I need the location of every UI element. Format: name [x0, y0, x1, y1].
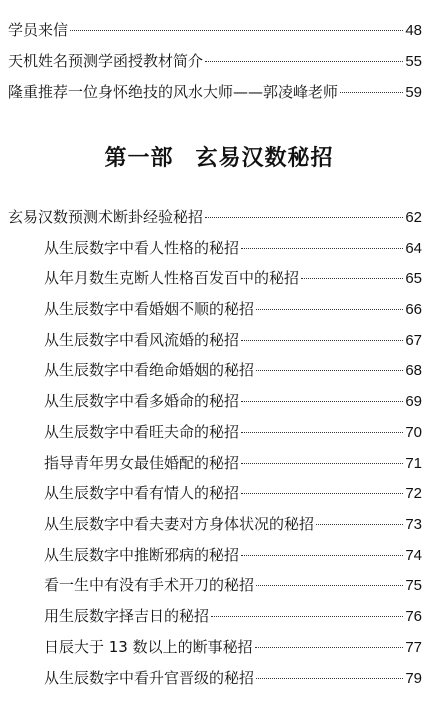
toc-entry-page: 76	[405, 608, 422, 625]
toc-entry-title: 玄易汉数预测术断卦经验秘招	[8, 208, 204, 226]
toc-entry-page: 69	[405, 393, 422, 410]
dot-leader	[241, 401, 403, 402]
section-part-label: 第一部	[104, 145, 174, 171]
toc-entry	[44, 635, 422, 659]
toc-entry	[44, 512, 422, 536]
toc-entry-title: 日辰大于 13 数以上的断事秘招	[44, 638, 253, 656]
toc-entry-title: 隆重推荐一位身怀绝技的风水大师——郭凌峰老师	[8, 83, 339, 101]
toc-entry-page: 71	[405, 455, 422, 472]
toc-entry-title: 从生辰数字中推断邪病的秘招	[44, 546, 240, 564]
toc-entry-page: 62	[405, 209, 422, 226]
toc-entry-title: 从生辰数字中看夫妻对方身体状况的秘招	[44, 515, 315, 533]
dot-leader	[241, 555, 403, 556]
dot-leader	[205, 217, 403, 218]
toc-entry-page: 67	[405, 332, 422, 349]
toc-entry-page: 75	[405, 577, 422, 594]
toc-entry-title: 从生辰数字中看有情人的秘招	[44, 484, 240, 502]
dot-leader	[241, 493, 403, 494]
dot-leader	[301, 278, 403, 279]
toc-entry-title: 从生辰数字中看人性格的秘招	[44, 239, 240, 257]
toc-entry-title: 天机姓名预测学函授教材简介	[8, 52, 204, 70]
toc-entry-title: 从生辰数字中看绝命婚姻的秘招	[44, 361, 255, 379]
toc-entry-page: 59	[405, 84, 422, 101]
dot-leader	[340, 92, 403, 93]
dot-leader	[316, 524, 403, 525]
toc-entry-title: 指导青年男女最佳婚配的秘招	[44, 454, 240, 472]
dot-leader	[256, 678, 403, 679]
toc-entry-page: 73	[405, 516, 422, 533]
toc-entry-page: 74	[405, 547, 422, 564]
dot-leader	[70, 30, 403, 31]
toc-entry-page: 64	[405, 240, 422, 257]
dot-leader	[241, 432, 403, 433]
toc-entry-page: 48	[405, 22, 422, 39]
dot-leader	[241, 340, 403, 341]
section-title: 玄易汉数秘招	[195, 145, 334, 171]
section-heading	[0, 143, 438, 173]
toc-entry-page: 68	[405, 362, 422, 379]
toc-entry-page: 55	[405, 53, 422, 70]
dot-leader	[255, 647, 404, 648]
dot-leader	[205, 61, 403, 62]
toc-entry	[44, 389, 422, 413]
toc-entry	[44, 573, 422, 597]
toc-entry	[44, 236, 422, 260]
dot-leader	[211, 616, 403, 617]
toc-entry-title: 从生辰数字中看风流婚的秘招	[44, 331, 240, 349]
toc-entry-title: 从生辰数字中看婚姻不顺的秘招	[44, 300, 255, 318]
toc-entry-title: 从生辰数字中看旺夫命的秘招	[44, 423, 240, 441]
toc-entry-title: 学员来信	[8, 21, 69, 39]
toc-entry-title: 从生辰数字中看多婚命的秘招	[44, 392, 240, 410]
toc-entry	[44, 666, 422, 690]
toc-entry	[44, 451, 422, 475]
toc-entry	[44, 328, 422, 352]
toc-entry-title: 从生辰数字中看升官晋级的秘招	[44, 669, 255, 687]
toc-entry-page: 66	[405, 301, 422, 318]
toc-entry	[44, 297, 422, 321]
toc-entry-page: 79	[405, 670, 422, 687]
toc-entry	[44, 604, 422, 628]
toc-entry	[44, 543, 422, 567]
toc-entry-page: 65	[405, 270, 422, 287]
dot-leader	[241, 463, 403, 464]
toc-entry-title: 用生辰数字择吉日的秘招	[44, 607, 210, 625]
toc-entry-page: 70	[405, 424, 422, 441]
dot-leader	[241, 248, 403, 249]
toc-entry-fengshui-master	[8, 80, 422, 104]
toc-entry	[44, 266, 422, 290]
toc-entry-letters	[8, 18, 422, 42]
toc-entry	[44, 481, 422, 505]
toc-entry	[8, 205, 422, 229]
dot-leader	[256, 370, 403, 371]
toc-entry-title: 看一生中有没有手术开刀的秘招	[44, 576, 255, 594]
dot-leader	[256, 309, 403, 310]
toc-entry-page: 77	[405, 639, 422, 656]
toc-entry	[44, 358, 422, 382]
toc-entry-page: 72	[405, 485, 422, 502]
toc-entry	[44, 420, 422, 444]
toc-entry-course-intro	[8, 49, 422, 73]
toc-entry-title: 从年月数生克断人性格百发百中的秘招	[44, 269, 300, 287]
dot-leader	[256, 585, 403, 586]
